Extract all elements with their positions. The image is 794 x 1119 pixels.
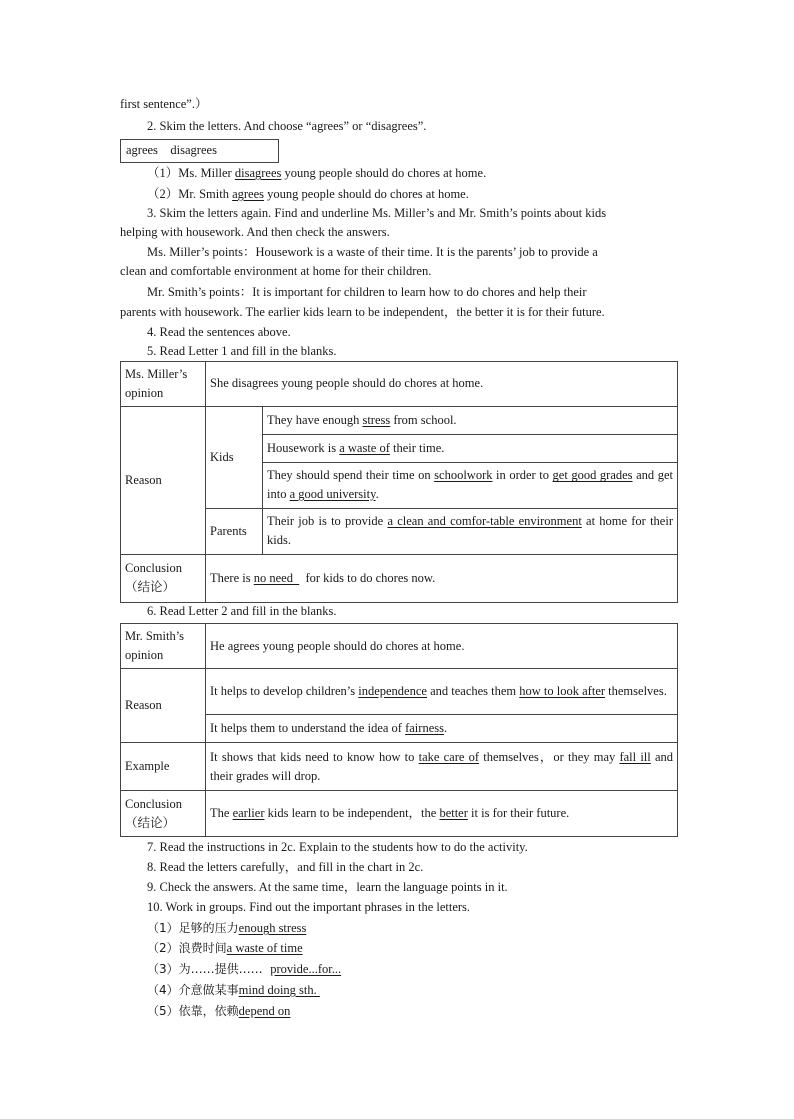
- phrase-4: （4）介意做某事mind doing sth.: [147, 983, 320, 997]
- example-label: Example: [121, 743, 206, 791]
- reason-label: Reason: [121, 669, 206, 743]
- answer-blank: agrees: [232, 187, 265, 201]
- reason-kids-2: Housework is a waste of their time.: [263, 434, 678, 462]
- table-row: [121, 406, 678, 434]
- reason-2: It helps them to understand the idea of fairness.: [206, 715, 678, 743]
- opinion-text: She disagrees young people should do chores at home.: [206, 362, 678, 407]
- smith-points-line1: Mr. Smith’s points：It is important for children to learn how to do chores and help their: [147, 285, 587, 299]
- reason-kids-3: They should spend their time on schoolwork in order to get good grades and get into a good university.: [263, 462, 678, 508]
- choice-box: [120, 139, 279, 163]
- q2-answer-1: （1）Ms. Miller disagrees young people should do chores at home.: [147, 166, 487, 180]
- question-10: 10. Work in groups. Find out the important phrases in the letters.: [147, 900, 471, 914]
- question-3-line2: helping with housework. And then check the answers.: [120, 225, 390, 239]
- table-row: [121, 362, 678, 407]
- question-5: 5. Read Letter 1 and fill in the blanks.: [147, 344, 337, 358]
- miller-table: [120, 361, 678, 603]
- question-6: 6. Read Letter 2 and fill in the blanks.: [147, 604, 337, 618]
- reason-1: It helps to develop children’s independence and teaches them how to look after themselves.: [206, 669, 678, 715]
- reason-label: Reason: [121, 406, 206, 554]
- table-row: [121, 669, 678, 715]
- reason-parents-1: Their job is to provide a clean and comfor-table environment at home for their kids.: [263, 508, 678, 554]
- parents-label: Parents: [206, 508, 263, 554]
- question-2: 2. Skim the letters. And choose “agrees” or “disagrees”.: [147, 119, 427, 133]
- example-text: It shows that kids need to know how to take care of themselves，or they may fall ill and their grades will drop.: [206, 743, 678, 791]
- conclusion-text: The earlier kids learn to be independent，the better it is for their future.: [206, 791, 678, 837]
- opinion-label: Mr. Smith’s opinion: [121, 624, 206, 669]
- miller-points-line2: clean and comfortable environment at home for their children.: [120, 264, 432, 278]
- opinion-label: Ms. Miller’s opinion: [121, 362, 206, 407]
- phrase-3: （3）为……提供…… provide...for...: [147, 962, 342, 976]
- q2-answer-2: （2）Mr. Smith agrees young people should do chores at home.: [147, 187, 469, 201]
- smith-points-line2: parents with housework. The earlier kids learn to be independent，the better it is for their future.: [120, 305, 605, 319]
- conclusion-text: There is no need for kids to do chores now.: [206, 554, 678, 602]
- table-row: [121, 743, 678, 791]
- table-row: [121, 791, 678, 837]
- question-8: 8. Read the letters carefully，and fill in the chart in 2c.: [147, 860, 424, 874]
- phrase-5: （5）依靠，依赖depend on: [147, 1004, 291, 1018]
- table-row: [121, 554, 678, 602]
- question-4: 4. Read the sentences above.: [147, 325, 291, 339]
- opinion-text: He agrees young people should do chores at home.: [206, 624, 678, 669]
- question-9: 9. Check the answers. At the same time，learn the language points in it.: [147, 880, 508, 894]
- phrase-1: （1）足够的压力enough stress: [147, 921, 307, 935]
- question-3-line1: 3. Skim the letters again. Find and underline Ms. Miller’s and Mr. Smith’s points about kids: [147, 206, 607, 220]
- choice-agrees: agrees: [126, 143, 158, 157]
- smith-table: [120, 623, 678, 837]
- conclusion-label: Conclusion（结论）: [121, 791, 206, 837]
- miller-points-line1: Ms. Miller’s points：Housework is a waste of their time. It is the parents’ job to provide a: [147, 245, 598, 259]
- conclusion-label: Conclusion（结论）: [121, 554, 206, 602]
- choice-disagrees: disagrees: [170, 143, 217, 157]
- reason-kids-1: They have enough stress from school.: [263, 406, 678, 434]
- answer-blank: disagrees: [234, 166, 282, 180]
- kids-label: Kids: [206, 406, 263, 508]
- table-row: [121, 624, 678, 669]
- intro-line: first sentence”.）: [120, 97, 208, 111]
- question-7: 7. Read the instructions in 2c. Explain to the students how to do the activity.: [147, 840, 528, 854]
- phrase-2: （2）浪费时间a waste of time: [147, 941, 303, 955]
